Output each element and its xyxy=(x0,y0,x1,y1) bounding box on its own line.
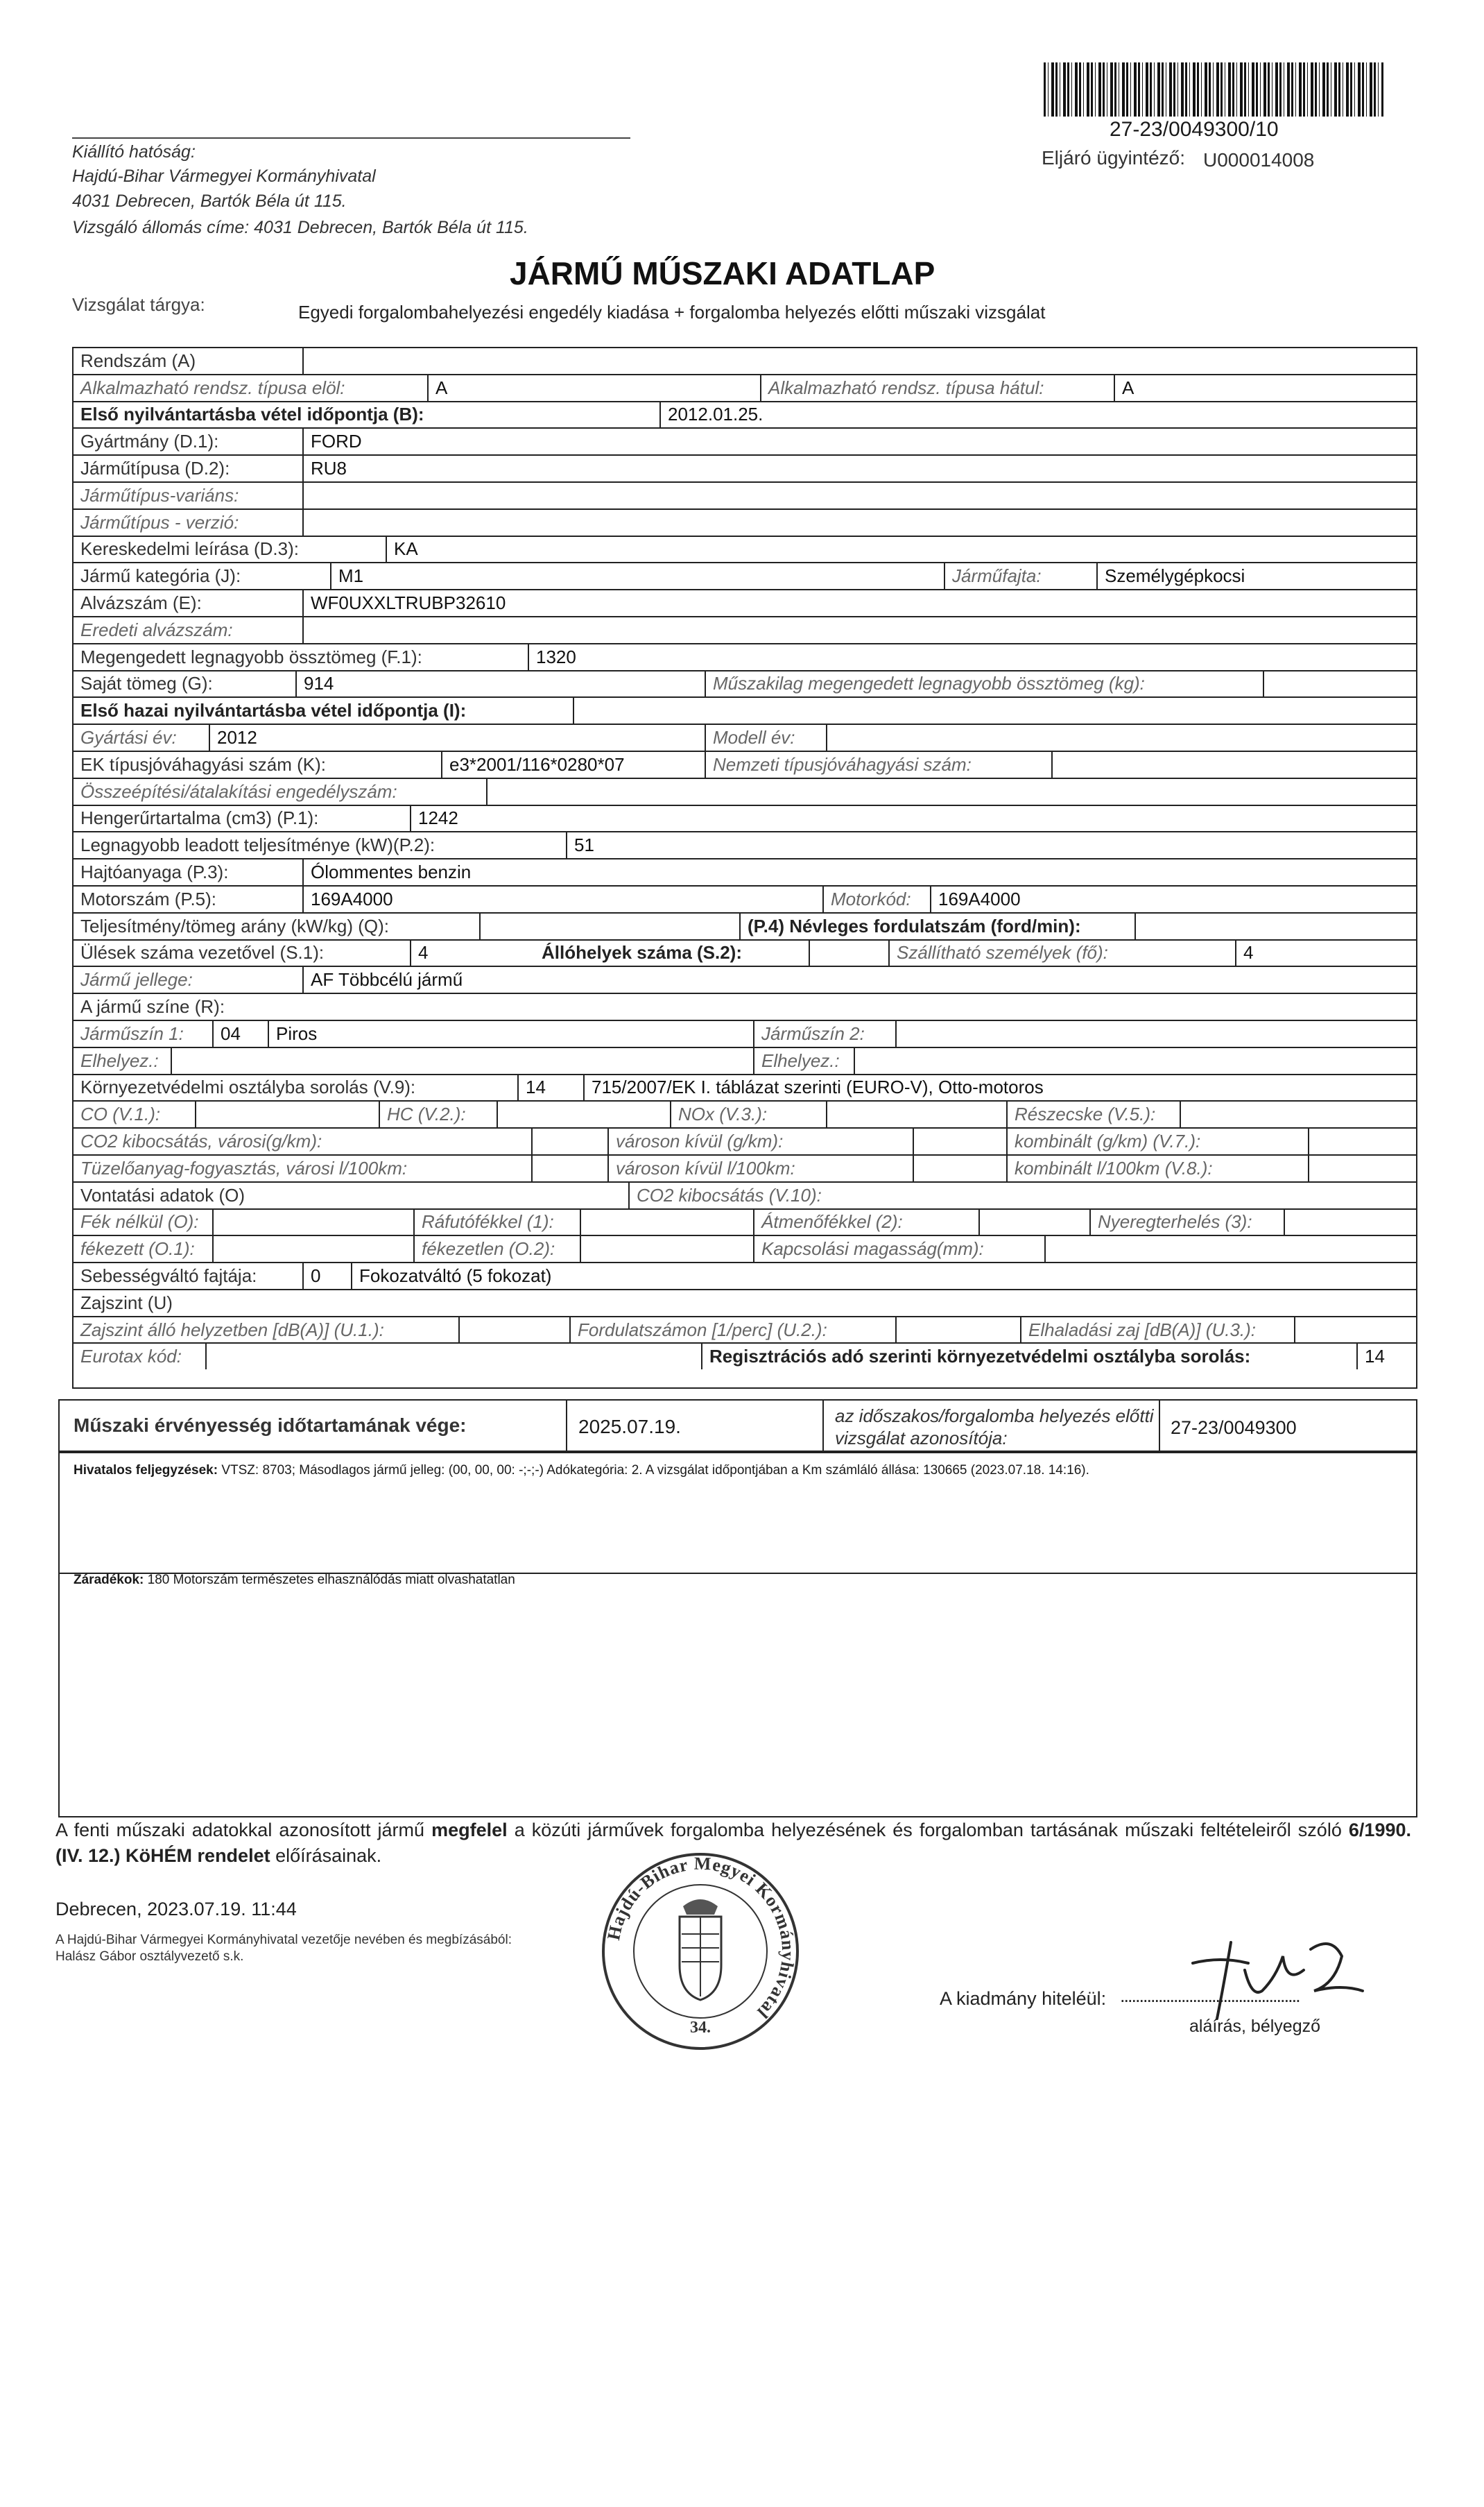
field-label: Eurotax kód: xyxy=(80,1346,182,1367)
field-label: Vontatási adatok (O) xyxy=(80,1184,245,1206)
form-row xyxy=(74,1154,1416,1181)
form-row xyxy=(74,454,1416,481)
field-label: fékezetlen (O.2): xyxy=(413,1236,580,1262)
field-label: Járműtípusa (D.2): xyxy=(80,458,230,479)
field-label: Gyártási év: xyxy=(80,727,177,748)
validity-date: 2025.07.19. xyxy=(578,1416,681,1437)
empty-field xyxy=(486,779,1416,805)
field-label: Összeépítési/átalakítási engedélyszám: xyxy=(80,780,397,802)
field-value: 04 xyxy=(212,1021,268,1047)
field-value: FORD xyxy=(302,429,1416,454)
form-row xyxy=(74,1100,1416,1127)
field-label: Alkalmazható rendsz. típusa hátul: xyxy=(760,375,1114,401)
field-value: 14 xyxy=(517,1075,583,1101)
field-label: Hengerűrtartalma (cm3) (P.1): xyxy=(80,807,319,829)
empty-field xyxy=(978,1210,1089,1235)
form-row xyxy=(74,966,1416,993)
field-label: Járműfajta: xyxy=(944,563,1096,589)
field-value: 2012 xyxy=(209,725,705,751)
field-label: Kereskedelmi leírása (D.3): xyxy=(80,538,299,560)
empty-field xyxy=(1308,1129,1416,1154)
empty-field xyxy=(212,1236,413,1262)
form-row xyxy=(74,562,1416,589)
signatory-line-1: A Hajdú-Bihar Vármegyei Kormányhivatal vezetője nevében és megbízásából: xyxy=(55,1933,512,1947)
field-label: Regisztrációs adó szerinti környezetvédelmi osztályba sorolás: xyxy=(701,1344,1356,1369)
form-row xyxy=(74,536,1416,563)
empty-field xyxy=(302,483,1416,508)
field-label: Szállítható személyek (fő): xyxy=(888,941,1235,966)
field-value: RU8 xyxy=(302,456,1416,481)
empty-field xyxy=(531,1129,607,1154)
field-label: Hajtóanyaga (P.3): xyxy=(80,862,229,883)
field-label: Átmenőfékkel (2): xyxy=(753,1210,978,1235)
field-value: 14 xyxy=(1356,1344,1416,1369)
certify-label: A kiadmány hiteléül: xyxy=(940,1988,1107,2009)
empty-field xyxy=(302,617,1416,643)
field-value: KA xyxy=(386,537,1416,563)
field-value: e3*2001/116*0280*07 xyxy=(441,752,705,778)
clauses xyxy=(74,1573,515,1588)
stamp-text: Hajdú-Bihar Megyei Kormányhivatal xyxy=(603,1853,799,2023)
issuer-name: Hajdú-Bihar Vármegyei Kormányhivatal xyxy=(72,166,376,186)
empty-field xyxy=(826,1102,1006,1127)
empty-field xyxy=(913,1156,1006,1181)
field-label: Első nyilvántartásba vétel időpontja (B): xyxy=(80,404,424,425)
form-row xyxy=(74,696,1416,724)
case-handler-label: Eljáró ügyintéző: xyxy=(1042,147,1186,169)
form-row xyxy=(74,427,1416,454)
empty-field xyxy=(302,510,1416,536)
stamp-number: 34. xyxy=(690,2019,711,2037)
field-label: Elhaladási zaj [dB(A)] (U.3.): xyxy=(1020,1317,1294,1343)
form-row xyxy=(74,1181,1416,1208)
form-row xyxy=(74,939,1416,966)
field-value: 169A4000 xyxy=(930,887,1416,912)
field-label: Motorkód: xyxy=(822,887,930,912)
field-label: Elhelyez.: xyxy=(80,1050,159,1071)
form-row xyxy=(74,778,1416,805)
field-label: Gyártmány (D.1): xyxy=(80,431,219,452)
official-stamp xyxy=(600,1851,801,2052)
inspection-divider xyxy=(822,1401,824,1451)
empty-field xyxy=(826,725,1416,751)
station-address: Vizsgáló állomás címe: 4031 Debrecen, Bartók Béla út 115. xyxy=(72,218,528,237)
empty-field xyxy=(1284,1210,1416,1235)
field-label: fékezett (O.1): xyxy=(80,1238,195,1260)
empty-field xyxy=(895,1317,1020,1343)
field-label: Megengedett legnagyobb össztömeg (F.1): xyxy=(80,646,422,667)
form-row xyxy=(74,589,1416,616)
official-notes-text: VTSZ: 8703; Másodlagos jármű jelleg: (00, 00, 00: -;-;-) Adókategória: 2. A vizsgálat időpontjában a Km számláló állása: 130665 (2023.07.18. 14:16). xyxy=(221,1463,1089,1478)
empty-field xyxy=(895,1021,1416,1047)
barcode xyxy=(1044,62,1383,117)
field-label: Fordulatszámon [1/perc] (U.2.): xyxy=(569,1317,895,1343)
field-label: kombinált l/100km (V.8.): xyxy=(1006,1156,1308,1181)
empty-field xyxy=(809,941,888,966)
field-value: Fokozatváltó (5 fokozat) xyxy=(351,1263,1416,1289)
field-value: 1320 xyxy=(528,644,1416,670)
statement-bold-1: megfelel xyxy=(431,1820,508,1840)
empty-field xyxy=(302,348,1416,374)
validity-row xyxy=(58,1399,1417,1452)
empty-field xyxy=(497,1102,670,1127)
field-label: (P.4) Névleges fordulatszám (ford/min): xyxy=(739,914,1134,939)
form-row xyxy=(74,670,1416,697)
field-value: 4 xyxy=(410,941,535,966)
empty-field xyxy=(458,1317,569,1343)
form-row xyxy=(74,1020,1416,1047)
signature-caption: aláírás, bélyegző xyxy=(1189,2017,1321,2036)
issuer-label: Kiállító hatóság: xyxy=(72,142,196,162)
field-value: A xyxy=(1114,375,1416,401)
field-label: Zajszint (U) xyxy=(80,1292,173,1313)
form-row xyxy=(74,1342,1416,1369)
field-label: Eredeti alvázszám: xyxy=(80,619,233,640)
field-label: Alvázszám (E): xyxy=(80,592,202,614)
validity-divider xyxy=(566,1401,567,1451)
field-value: 169A4000 xyxy=(302,887,822,912)
field-value: Piros xyxy=(268,1021,753,1047)
field-label: Részecske (V.5.): xyxy=(1006,1102,1180,1127)
issuer-address: 4031 Debrecen, Bartók Béla út 115. xyxy=(72,191,347,211)
statement-part-1: A fenti műszaki adatokkal azonosított jármű xyxy=(55,1820,432,1840)
empty-field xyxy=(1180,1102,1416,1127)
form-row xyxy=(74,1235,1416,1262)
place-date: Debrecen, 2023.07.19. 11:44 xyxy=(55,1899,297,1919)
form-row xyxy=(74,751,1416,778)
field-value: AF Többcélú jármű xyxy=(302,967,1416,993)
field-value: 914 xyxy=(295,671,705,697)
inspection-label: az időszakos/forgalomba helyezés előtti vizsgálat azonosítója: xyxy=(835,1405,1154,1448)
form-row xyxy=(74,831,1416,858)
field-label: Motorszám (P.5): xyxy=(80,888,217,909)
field-label: Alkalmazható rendsz. típusa elöl: xyxy=(80,377,345,398)
empty-field xyxy=(1308,1156,1416,1181)
empty-field xyxy=(212,1210,413,1235)
field-label: Kapcsolási magasság(mm): xyxy=(753,1236,1044,1262)
issuer-rule xyxy=(72,137,630,139)
form-row xyxy=(74,912,1416,939)
form-row xyxy=(74,1127,1416,1154)
validity-label: Műszaki érvényesség időtartamának vége: xyxy=(74,1414,467,1436)
field-value: 4 xyxy=(1235,941,1416,966)
empty-field xyxy=(195,1102,379,1127)
field-label: Elhelyez.: xyxy=(753,1048,854,1074)
field-value: Személygépkocsi xyxy=(1096,563,1416,589)
field-label: városon kívül l/100km: xyxy=(607,1156,913,1181)
vehicle-data-table xyxy=(72,347,1417,1389)
field-value: A xyxy=(427,375,760,401)
form-row xyxy=(74,993,1416,1020)
field-label: Saját tömeg (G): xyxy=(80,673,213,694)
inspection-id: 27-23/0049300 xyxy=(1171,1417,1297,1438)
field-label: CO2 kibocsátás, városi(g/km): xyxy=(80,1131,322,1152)
empty-field xyxy=(854,1048,1416,1074)
form-row xyxy=(74,1316,1416,1343)
statement-part-2: a közúti járművek forgalomba helyezésének és forgalomban tartásának műszaki feltételeiről szóló xyxy=(507,1820,1349,1840)
form-row xyxy=(74,1289,1416,1316)
field-label: kombinált (g/km) (V.7.): xyxy=(1006,1129,1308,1154)
certify-dots: ............................................... xyxy=(1120,1985,1300,2006)
form-row xyxy=(74,1074,1416,1101)
field-value: 0 xyxy=(302,1263,351,1289)
field-label: Járműszín 2: xyxy=(753,1021,895,1047)
inspection-id-divider xyxy=(1159,1401,1160,1451)
empty-field xyxy=(1134,914,1416,939)
empty-field xyxy=(1263,671,1416,697)
empty-field xyxy=(580,1210,753,1235)
handwritten-signature xyxy=(1179,1922,1387,2026)
field-value: 715/2007/EK I. táblázat szerinti (EURO-V), Otto-motoros xyxy=(583,1075,1416,1101)
subject-value: Egyedi forgalombahelyezési engedély kiadása + forgalomba helyezés előtti műszaki vizsgálat xyxy=(298,302,1046,323)
field-value: 2012.01.25. xyxy=(659,402,1416,428)
field-label: A jármű színe (R): xyxy=(80,996,225,1018)
field-value: 1242 xyxy=(410,806,1416,832)
empty-field xyxy=(573,698,1416,724)
official-notes-label: Hivatalos feljegyzések: xyxy=(74,1463,218,1478)
field-label: Járműtípus-variáns: xyxy=(80,484,239,506)
field-label: Járműszín 1: xyxy=(80,1023,184,1044)
form-row xyxy=(74,347,1416,374)
subject-label: Vizsgálat tárgya: xyxy=(72,294,205,315)
form-row xyxy=(74,858,1416,885)
field-label: városon kívül (g/km): xyxy=(607,1129,913,1154)
form-row xyxy=(74,885,1416,912)
clauses-label: Záradékok: xyxy=(74,1573,144,1587)
field-label: Teljesítmény/tömeg arány (kW/kg) (Q): xyxy=(80,915,389,936)
form-row xyxy=(74,616,1416,643)
form-row xyxy=(74,481,1416,508)
statement-bold-2: 6/1990. (IV. 12.) KöHÉM rendelet xyxy=(55,1820,1411,1866)
empty-field xyxy=(531,1156,607,1181)
empty-field xyxy=(1044,1236,1416,1262)
field-label: Tüzelőanyag-fogyasztás, városi l/100km: xyxy=(80,1157,408,1179)
document-number: 27-23/0049300/10 xyxy=(1110,118,1279,141)
field-label: Sebességváltó fajtája: xyxy=(80,1265,257,1286)
field-label: Rendszám (A) xyxy=(80,350,196,371)
field-label: Járműtípus - verzió: xyxy=(80,511,239,533)
field-label: Jármű kategória (J): xyxy=(80,565,241,587)
form-row xyxy=(74,401,1416,428)
field-value: WF0UXXLTRUBP32610 xyxy=(302,590,1416,616)
field-label: Műszakilag megengedett legnagyobb össztömeg (kg): xyxy=(705,671,1263,697)
form-row xyxy=(74,1208,1416,1235)
form-row xyxy=(74,508,1416,536)
document-title: JÁRMŰ MŰSZAKI ADATLAP xyxy=(510,255,935,291)
field-label: Ülések száma vezetővel (S.1): xyxy=(80,942,325,964)
empty-field xyxy=(913,1129,1006,1154)
field-label: Ráfutófékkel (1): xyxy=(413,1210,580,1235)
statement-part-3: előírásainak. xyxy=(270,1845,382,1866)
field-label: Fék nélkül (O): xyxy=(80,1211,199,1233)
signatory-line-2: Halász Gábor osztályvezető s.k. xyxy=(55,1949,244,1964)
empty-field xyxy=(580,1236,753,1262)
field-value: 51 xyxy=(566,832,1416,858)
empty-field xyxy=(205,1344,701,1369)
field-label: Legnagyobb leadott teljesítménye (kW)(P.2): xyxy=(80,835,435,856)
field-label: Állóhelyek száma (S.2): xyxy=(542,942,742,964)
form-row xyxy=(74,643,1416,670)
form-row xyxy=(74,1047,1416,1074)
empty-field xyxy=(1051,752,1416,778)
case-handler-code: U000014008 xyxy=(1203,149,1315,171)
notes-box xyxy=(58,1452,1417,1817)
empty-field xyxy=(1294,1317,1416,1343)
field-label: Zajszint álló helyzetben [dB(A)] (U.1.): xyxy=(80,1319,384,1340)
field-label: Nyeregterhelés (3): xyxy=(1089,1210,1284,1235)
field-label: EK típusjóváhagyási szám (K): xyxy=(80,753,327,775)
field-label: Nemzeti típusjóváhagyási szám: xyxy=(705,752,1051,778)
field-label: Modell év: xyxy=(705,725,826,751)
field-label: HC (V.2.): xyxy=(379,1102,497,1127)
field-value: M1 xyxy=(330,563,944,589)
field-label: CO (V.1.): xyxy=(80,1104,161,1125)
form-row xyxy=(74,805,1416,832)
form-row xyxy=(74,1262,1416,1289)
form-row xyxy=(74,374,1416,401)
empty-field xyxy=(171,1048,753,1074)
field-label: CO2 kibocsátás (V.10): xyxy=(628,1183,1416,1208)
official-notes xyxy=(74,1463,1089,1478)
clauses-text: 180 Motorszám természetes elhasználódás miatt olvashatatlan xyxy=(147,1573,515,1587)
field-label: Jármű jellege: xyxy=(80,969,193,991)
field-label: Első hazai nyilvántartásba vétel időpontja (I): xyxy=(80,700,467,721)
form-row xyxy=(74,724,1416,751)
field-value: Ólommentes benzin xyxy=(302,859,1416,885)
field-label: Környezetvédelmi osztályba sorolás (V.9): xyxy=(80,1077,416,1098)
field-label: NOx (V.3.): xyxy=(670,1102,826,1127)
empty-field xyxy=(479,914,739,939)
